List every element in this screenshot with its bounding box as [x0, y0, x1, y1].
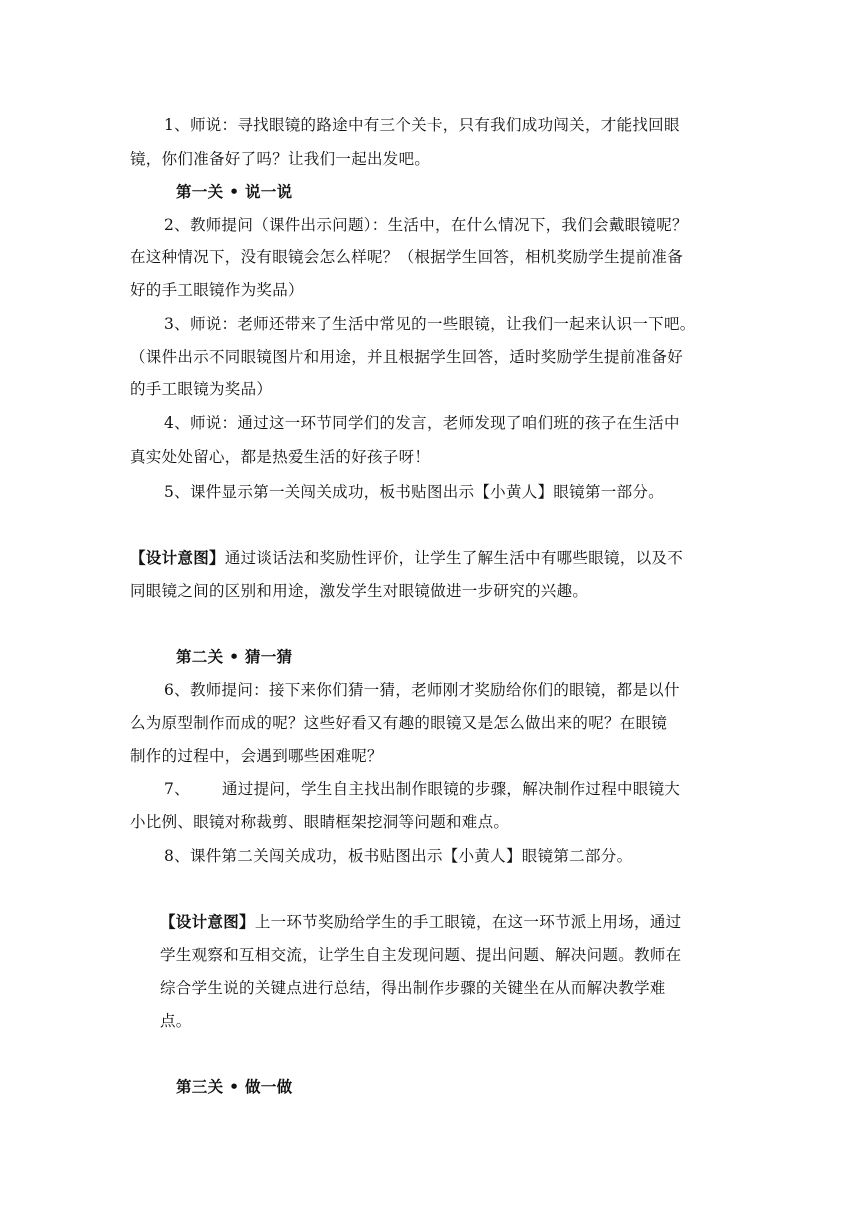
design-intent-2-line-2: 学生观察和互相交流，让学生自主发现问题、提出问题、解决问题。教师在 [160, 946, 682, 964]
paragraph-2-line-3: 好的手工眼镜作为奖品） [130, 281, 304, 299]
design-intent-1-line-2: 同眼镜之间的区别和用途，激发学生对眼镜做进一步研究的兴趣。 [130, 582, 589, 600]
paragraph-6-line-2: 么为原型制作而成的呢？这些好看又有趣的眼镜又是怎么做出来的呢？在眼镜 [130, 714, 668, 732]
paragraph-1-line-1: 1、师说：寻找眼镜的路途中有三个关卡，只有我们成功闯关，才能找回眼 [164, 116, 680, 134]
paragraph-2-line-1: 2、教师提问（课件出示问题）：生活中，在什么情况下，我们会戴眼镜呢？ [164, 216, 688, 234]
paragraph-7-line-2: 小比例、眼镜对称裁剪、眼睛框架挖洞等问题和难点。 [130, 813, 510, 831]
paragraph-6-line-3: 制作的过程中，会遇到哪些困难呢？ [130, 747, 383, 765]
paragraph-5-line-1: 5、课件显示第一关闯关成功，板书贴图出示【小黄人】眼镜第一部分。 [164, 483, 664, 501]
paragraph-7-line-1: 通过提问，学生自主找出制作眼镜的步骤，解决制作过程中眼镜大 [222, 780, 681, 798]
paragraph-1-line-2: 镜，你们准备好了吗？让我们一起出发吧。 [130, 150, 431, 168]
design-intent-1-line-1 [130, 547, 750, 569]
paragraph-3-line-3: 的手工眼镜为奖品） [130, 380, 273, 398]
section-heading-1: 第一关 • 说一说 [176, 183, 293, 201]
section-heading-2: 第二关 • 猜一猜 [176, 648, 293, 666]
design-intent-2-line-3: 综合学生说的关键点进行总结，得出制作步骤的关键坐在从而解决教学难 [160, 979, 666, 997]
paragraph-2-line-2: 在这种情况下，没有眼镜会怎么样呢？（根据学生回答，相机奖励学生提前准备 [130, 248, 684, 266]
design-intent-2-line-1 [160, 911, 750, 933]
paragraph-3-line-1: 3、师说：老师还带来了生活中常见的一些眼镜，让我们一起来认识一下吧。 [164, 315, 696, 333]
paragraph-3-line-2: （课件出示不同眼镜图片和用途，并且根据学生回答，适时奖励学生提前准备好 [130, 348, 684, 366]
paragraph-6-line-1: 6、教师提问：接下来你们猜一猜，老师刚才奖励给你们的眼镜，都是以什 [164, 681, 680, 699]
design-intent-tag: 【设计意图】 [130, 549, 225, 567]
paragraph-8-line-1: 8、课件第二关闯关成功，板书贴图出示【小黄人】眼镜第二部分。 [164, 847, 633, 865]
design-intent-text: 通过谈话法和奖励性评价，让学生了解生活中有哪些眼镜，以及不 [224, 549, 684, 567]
paragraph-4-line-2: 真实处处留心，都是热爱生活的好孩子呀！ [130, 448, 431, 466]
section-heading-3: 第三关 • 做一做 [176, 1078, 293, 1096]
paragraph-7-number: 7、 [164, 780, 190, 798]
design-intent-2-line-4: 点。 [160, 1012, 192, 1030]
paragraph-4-line-1: 4、师说：通过这一环节同学们的发言，老师发现了咱们班的孩子在生活中 [164, 414, 680, 432]
design-intent-tag: 【设计意图】 [160, 913, 255, 931]
design-intent-text: 上一环节奖励给学生的手工眼镜，在这一环节派上用场，通过 [254, 913, 682, 931]
